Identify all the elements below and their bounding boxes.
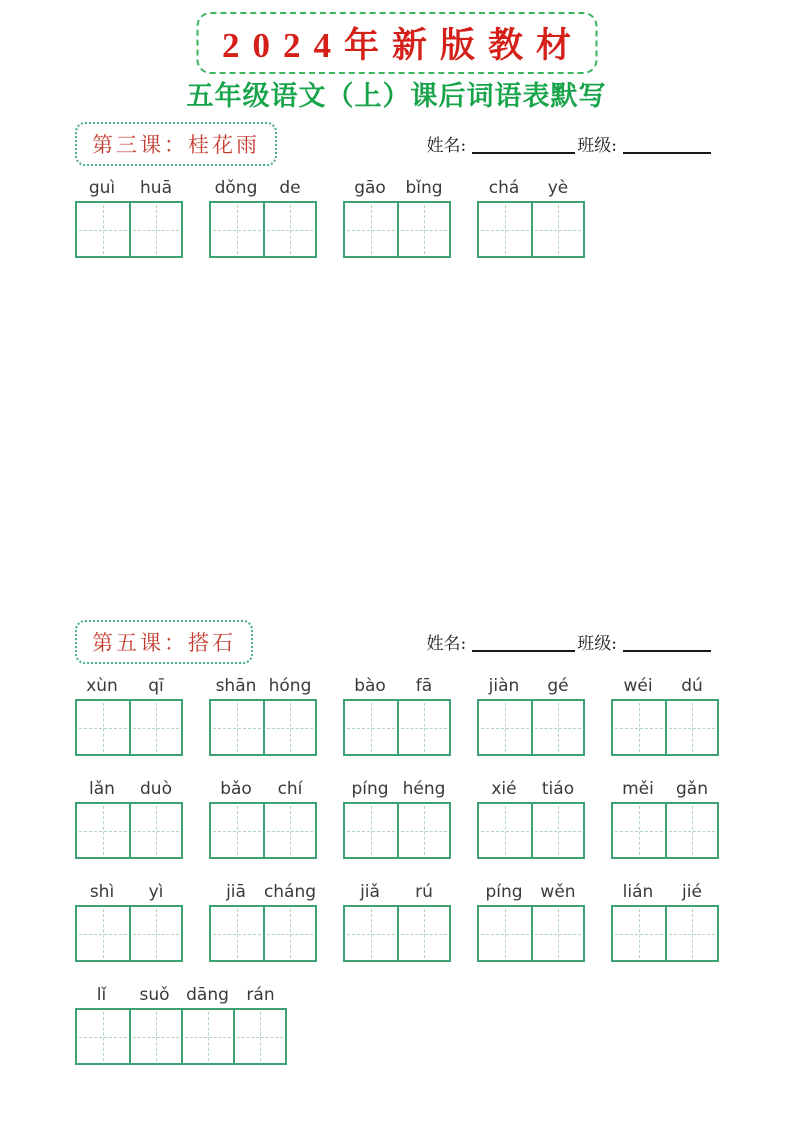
writing-cell[interactable] xyxy=(129,804,181,857)
word-block xyxy=(75,779,183,859)
writing-grid xyxy=(75,699,183,756)
name-blank-line[interactable] xyxy=(472,140,575,154)
word-row xyxy=(75,882,793,962)
pinyin-row xyxy=(611,779,719,799)
pinyin-syllable: wéi xyxy=(623,676,653,696)
writing-grid xyxy=(75,201,183,258)
word-block xyxy=(477,676,585,756)
writing-grid xyxy=(343,699,451,756)
writing-cell[interactable] xyxy=(479,701,531,754)
pinyin-syllable: qī xyxy=(148,676,164,696)
pinyin-row xyxy=(477,779,585,799)
pinyin-row xyxy=(343,882,451,902)
lesson-heading: 第五课：搭石 xyxy=(75,620,253,664)
pinyin-row xyxy=(477,178,585,198)
word-block xyxy=(343,882,451,962)
writing-grid xyxy=(209,905,317,962)
word-block xyxy=(477,178,585,258)
word-row xyxy=(75,178,793,258)
writing-cell[interactable] xyxy=(479,907,531,960)
pinyin-syllable: tiáo xyxy=(541,779,575,799)
pinyin-syllable: rú xyxy=(415,882,433,902)
pinyin-syllable: dāng xyxy=(186,985,229,1005)
pinyin-syllable: píng xyxy=(351,779,389,799)
writing-grid xyxy=(477,802,585,859)
writing-cell[interactable] xyxy=(211,701,263,754)
pinyin-syllable: bǐng xyxy=(405,178,443,198)
word-block xyxy=(209,882,317,962)
section-lesson-5 xyxy=(0,620,793,1088)
writing-cell[interactable] xyxy=(665,804,717,857)
word-block xyxy=(343,676,451,756)
pinyin-row xyxy=(477,676,585,696)
writing-cell[interactable] xyxy=(77,804,129,857)
name-label: 姓名: xyxy=(426,633,467,654)
writing-cell[interactable] xyxy=(665,907,717,960)
class-blank-line[interactable] xyxy=(623,638,711,652)
pinyin-syllable: gǎn xyxy=(676,779,708,799)
writing-cell[interactable] xyxy=(397,907,449,960)
writing-grid xyxy=(477,201,585,258)
pinyin-syllable: chá xyxy=(488,178,520,198)
lesson-heading: 第三课：桂花雨 xyxy=(75,122,277,166)
writing-cell[interactable] xyxy=(531,701,583,754)
writing-cell[interactable] xyxy=(181,1010,233,1063)
writing-cell[interactable] xyxy=(77,701,129,754)
pinyin-syllable: dú xyxy=(681,676,703,696)
word-grid-area xyxy=(0,676,793,1065)
writing-cell[interactable] xyxy=(613,701,665,754)
writing-cell[interactable] xyxy=(77,1010,129,1063)
writing-cell[interactable] xyxy=(397,804,449,857)
writing-cell[interactable] xyxy=(211,203,263,256)
writing-cell[interactable] xyxy=(263,804,315,857)
word-block xyxy=(477,882,585,962)
pinyin-syllable: dǒng xyxy=(214,178,258,198)
section-header xyxy=(0,122,793,166)
writing-cell[interactable] xyxy=(531,203,583,256)
writing-cell[interactable] xyxy=(129,907,181,960)
pinyin-syllable: wěn xyxy=(540,882,576,902)
pinyin-row xyxy=(75,985,287,1005)
pinyin-syllable: duò xyxy=(140,779,172,799)
title-box xyxy=(196,12,597,74)
pinyin-row xyxy=(343,676,451,696)
writing-cell[interactable] xyxy=(233,1010,285,1063)
pinyin-syllable: cháng xyxy=(263,882,317,902)
pinyin-syllable: hóng xyxy=(268,676,312,696)
writing-cell[interactable] xyxy=(479,203,531,256)
word-block xyxy=(75,882,183,962)
writing-cell[interactable] xyxy=(397,701,449,754)
pinyin-syllable: jiǎ xyxy=(360,882,380,902)
pinyin-syllable: chí xyxy=(277,779,303,799)
pinyin-syllable: shì xyxy=(89,882,115,902)
writing-cell[interactable] xyxy=(479,804,531,857)
writing-cell[interactable] xyxy=(211,804,263,857)
writing-grid xyxy=(477,699,585,756)
word-block xyxy=(209,676,317,756)
word-row xyxy=(75,676,793,756)
pinyin-syllable: xié xyxy=(491,779,517,799)
writing-cell[interactable] xyxy=(613,804,665,857)
writing-cell[interactable] xyxy=(129,701,181,754)
page-title: 2024年新版教材 xyxy=(221,26,585,65)
pinyin-syllable: guì xyxy=(88,178,116,198)
pinyin-syllable: de xyxy=(279,178,301,198)
pinyin-row xyxy=(611,882,719,902)
pinyin-syllable: suǒ xyxy=(139,985,170,1005)
name-class-fields xyxy=(427,131,713,158)
word-block xyxy=(75,676,183,756)
writing-cell[interactable] xyxy=(77,203,129,256)
writing-grid xyxy=(611,905,719,962)
name-label: 姓名: xyxy=(426,135,467,156)
writing-cell[interactable] xyxy=(263,907,315,960)
pinyin-syllable: shān xyxy=(215,676,257,696)
pinyin-syllable: píng xyxy=(485,882,523,902)
pinyin-syllable: huā xyxy=(140,178,172,198)
pinyin-syllable: fā xyxy=(415,676,433,696)
page-subtitle: 五年级语文（上）课后词语表默写 xyxy=(186,81,607,111)
writing-cell[interactable] xyxy=(345,804,397,857)
writing-cell[interactable] xyxy=(345,701,397,754)
writing-cell[interactable] xyxy=(665,701,717,754)
word-block xyxy=(477,779,585,859)
pinyin-syllable: jiàn xyxy=(488,676,520,696)
writing-cell[interactable] xyxy=(263,203,315,256)
pinyin-row xyxy=(343,178,451,198)
writing-grid xyxy=(343,802,451,859)
writing-grid xyxy=(477,905,585,962)
word-block xyxy=(611,779,719,859)
writing-cell[interactable] xyxy=(613,907,665,960)
pinyin-syllable: gāo xyxy=(354,178,386,198)
pinyin-syllable: jié xyxy=(682,882,702,902)
writing-grid xyxy=(611,699,719,756)
writing-grid xyxy=(75,1008,287,1065)
pinyin-syllable: lǐ xyxy=(96,985,107,1005)
pinyin-row xyxy=(75,779,183,799)
section-lesson-3 xyxy=(0,122,793,281)
writing-cell[interactable] xyxy=(345,907,397,960)
word-block xyxy=(209,178,317,258)
writing-grid xyxy=(75,802,183,859)
writing-cell[interactable] xyxy=(397,203,449,256)
pinyin-syllable: lián xyxy=(622,882,654,902)
pinyin-syllable: bǎo xyxy=(220,779,252,799)
writing-grid xyxy=(611,802,719,859)
writing-cell[interactable] xyxy=(531,907,583,960)
pinyin-syllable: bào xyxy=(354,676,386,696)
writing-cell[interactable] xyxy=(129,1010,181,1063)
word-block xyxy=(75,178,183,258)
word-block xyxy=(75,985,287,1065)
writing-grid xyxy=(209,201,317,258)
word-grid-area xyxy=(0,178,793,258)
writing-grid xyxy=(343,201,451,258)
writing-grid xyxy=(343,905,451,962)
writing-cell[interactable] xyxy=(345,203,397,256)
pinyin-row xyxy=(477,882,585,902)
writing-cell[interactable] xyxy=(263,701,315,754)
word-block xyxy=(209,779,317,859)
word-block xyxy=(343,779,451,859)
pinyin-syllable: jiā xyxy=(226,882,246,902)
writing-cell[interactable] xyxy=(211,907,263,960)
word-block xyxy=(343,178,451,258)
pinyin-row xyxy=(209,178,317,198)
pinyin-syllable: rán xyxy=(246,985,275,1005)
word-block xyxy=(611,676,719,756)
pinyin-row xyxy=(209,676,317,696)
writing-cell[interactable] xyxy=(531,804,583,857)
word-row xyxy=(75,779,793,859)
pinyin-syllable: yè xyxy=(547,178,569,198)
pinyin-syllable: gé xyxy=(547,676,569,696)
pinyin-syllable: měi xyxy=(622,779,654,799)
pinyin-row xyxy=(209,779,317,799)
class-blank-line[interactable] xyxy=(623,140,711,154)
name-class-fields xyxy=(427,629,713,656)
pinyin-row xyxy=(343,779,451,799)
section-header xyxy=(0,620,793,664)
pinyin-row xyxy=(75,676,183,696)
name-blank-line[interactable] xyxy=(472,638,575,652)
word-block xyxy=(611,882,719,962)
pinyin-row xyxy=(209,882,317,902)
writing-cell[interactable] xyxy=(129,203,181,256)
writing-grid xyxy=(75,905,183,962)
class-label: 班级: xyxy=(577,633,617,654)
pinyin-row xyxy=(611,676,719,696)
writing-grid xyxy=(209,802,317,859)
pinyin-syllable: yì xyxy=(148,882,164,902)
writing-cell[interactable] xyxy=(77,907,129,960)
word-row xyxy=(75,985,793,1065)
pinyin-syllable: lǎn xyxy=(89,779,115,799)
pinyin-syllable: héng xyxy=(402,779,446,799)
pinyin-row xyxy=(75,882,183,902)
class-label: 班级: xyxy=(577,135,617,156)
writing-grid xyxy=(209,699,317,756)
pinyin-row xyxy=(75,178,183,198)
pinyin-syllable: xùn xyxy=(86,676,118,696)
